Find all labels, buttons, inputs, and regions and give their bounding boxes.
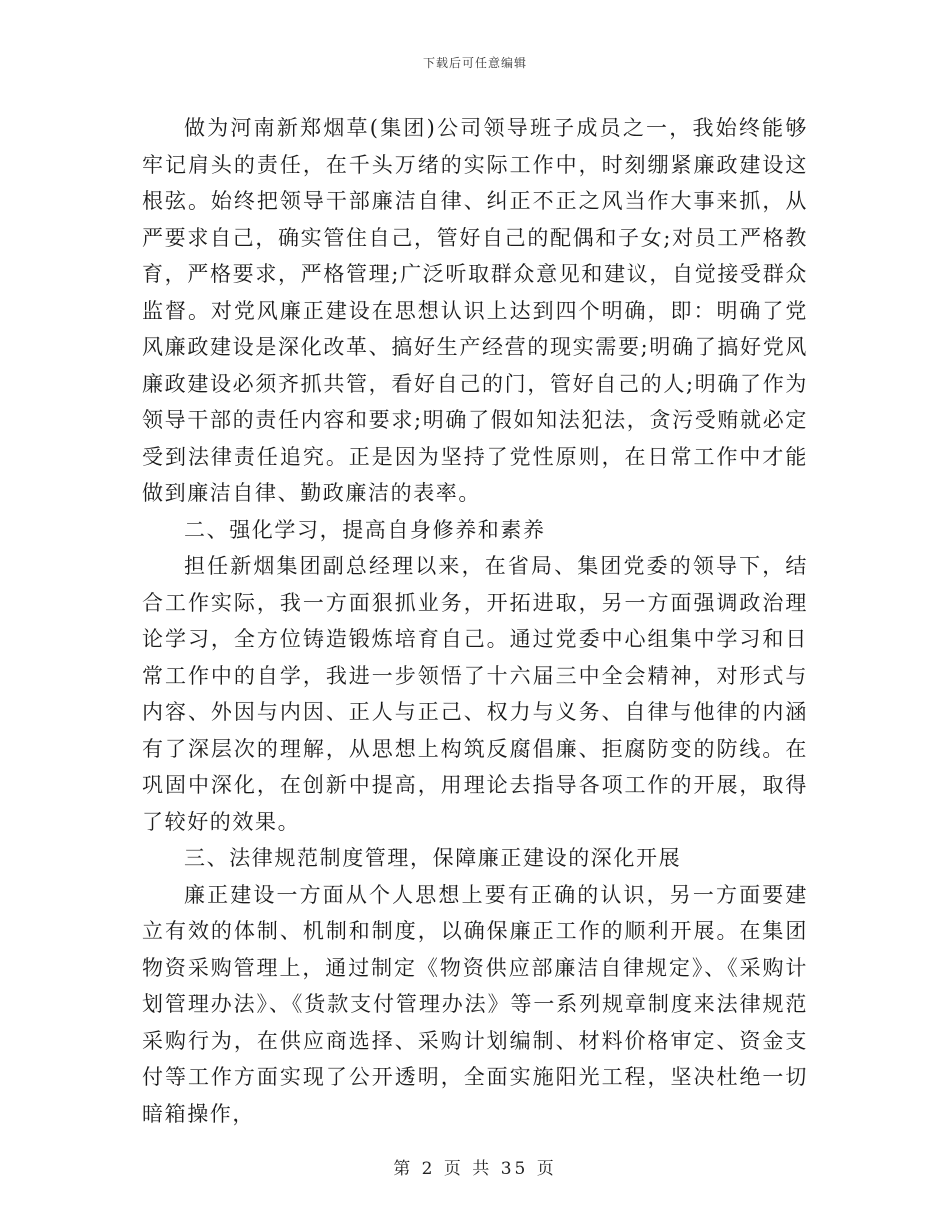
section-heading-regulation: 三、法律规范制度管理，保障廉正建设的深化开展 [184, 846, 682, 870]
paragraph-study: 担任新烟集团副总经理以来，在省局、集团党委的领导下，结合工作实际，我一方面狠抓业务，开拓进取，另一方面强调政治理论学习，全方位铸造锻炼培育自己。通过党委中心组集中学习和日常工作中的自学，我进一步领悟了十六届三中全会精神，对形式与内容、外因与内因、正人与正己、权力与义务、自律与他律的内涵有了深层次的理解，从思想上构筑反腐倡廉、拒腐防变的防线。在巩固中深化，在创新中提高，用理论去指导各项工作的开展，取得了较好的效果。 [142, 554, 808, 834]
section-heading-study: 二、强化学习，提高自身修养和素养 [184, 517, 546, 542]
paragraph-integrity: 做为河南新郑烟草(集团)公司领导班子成员之一，我始终能够牢记肩头的责任，在千头万绪的实际工作中，时刻绷紧廉政建设这根弦。始终把领导干部廉洁自律、纠正不正之风当作大事来抓，从严要求自己，确实管住自己，管好自己的配偶和子女;对员工严格教育，严格要求，严格管理;广泛听取群众意见和建议，自觉接受群众监督。对党风廉正建设在思想认识上达到四个明确，即：明确了党风廉政建设是深化改革、搞好生产经营的现实需要;明确了搞好党风廉政建设必须齐抓共管，看好自己的门，管好自己的人;明确了作为领导干部的责任内容和要求;明确了假如知法犯法，贪污受贿就必定受到法律责任追究。正是因为坚持了党性原则，在日常工作中才能做到廉洁自律、勤政廉洁的表率。 [142, 116, 808, 505]
document-body [142, 110, 808, 1132]
header-note: 下载后可任意编辑 [422, 56, 527, 70]
paragraph-regulation: 廉正建设一方面从个人思想上要有正确的认识，另一方面要建立有效的体制、机制和制度，以确保廉正工作的顺利开展。在集团物资采购管理上，通过制定《物资供应部廉洁自律规定》、《采购计划管理办法》、《货款支付管理办法》等一系列规章制度来法律规范采购行为，在供应商选择、采购计划编制、材料价格审定、资金支付等工作方面实现了公开透明，全面实施阳光工程，坚决杜绝一切暗箱操作， [142, 882, 808, 1126]
page-number: 第 2 页 共 35 页 [393, 1159, 557, 1179]
